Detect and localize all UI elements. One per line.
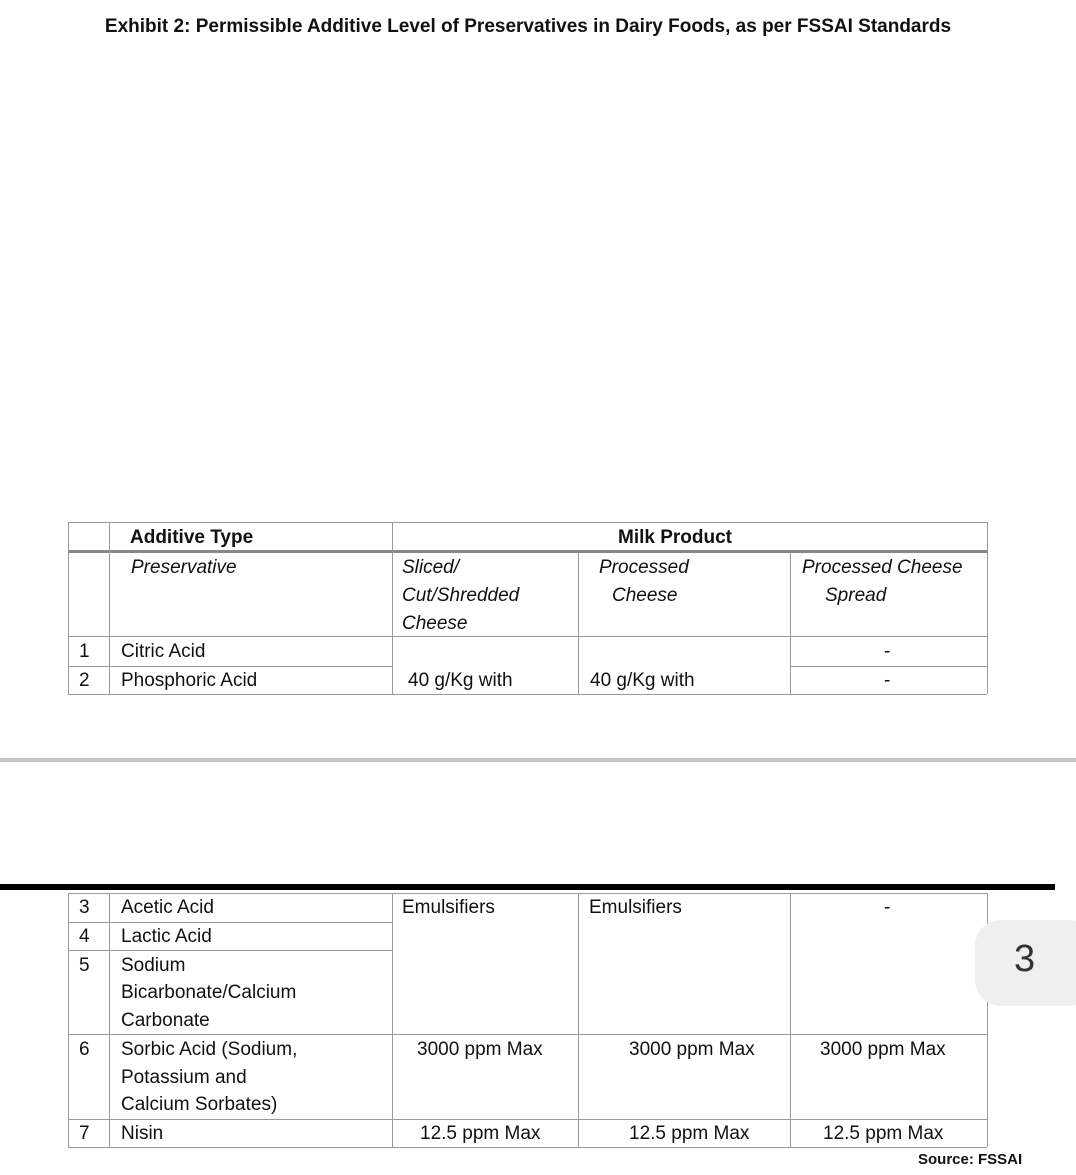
row-number: 5 [79, 955, 90, 976]
additive-name: Lactic Acid [121, 926, 212, 947]
value-cell: - [884, 670, 891, 691]
row-number: 1 [79, 641, 90, 662]
row-number: 7 [79, 1123, 90, 1144]
value-cell: 3000 ppm Max [629, 1039, 755, 1060]
header-col1-line2: Cut/Shredded [402, 585, 520, 606]
row-number: 6 [79, 1039, 90, 1060]
header-preservative: Preservative [131, 557, 237, 578]
additive-name: Carbonate [121, 1010, 210, 1031]
value-cell: 3000 ppm Max [417, 1039, 543, 1060]
value-cell: - [884, 897, 891, 918]
row-number: 4 [79, 926, 90, 947]
additive-name: Bicarbonate/Calcium [121, 982, 297, 1003]
exhibit-title: Exhibit 2: Permissible Additive Level of Preservatives in Dairy Foods, as per FSSAI Standards [104, 16, 952, 37]
header-col2-line2: Cheese [612, 585, 678, 606]
additive-name: Citric Acid [121, 641, 206, 662]
additive-name: Sodium [121, 955, 186, 976]
header-col2-line1: Processed [599, 557, 689, 578]
value-cell: 3000 ppm Max [820, 1039, 946, 1060]
value-cell: 12.5 ppm Max [629, 1123, 750, 1144]
additive-name: Acetic Acid [121, 897, 214, 918]
additive-name: Sorbic Acid (Sodium, [121, 1039, 298, 1060]
value-cell: 12.5 ppm Max [420, 1123, 541, 1144]
header-col3-line1: Processed Cheese [802, 557, 963, 578]
additive-name: Calcium Sorbates) [121, 1094, 278, 1115]
row-number: 3 [79, 897, 90, 918]
additive-name: Potassium and [121, 1067, 247, 1088]
header-col1-line1: Sliced/ [402, 557, 460, 578]
value-cell: 12.5 ppm Max [823, 1123, 944, 1144]
value-cell: Emulsifiers [402, 897, 495, 918]
row-number: 2 [79, 670, 90, 691]
value-cell: - [884, 641, 891, 662]
additive-name: Phosphoric Acid [121, 670, 258, 691]
page-divider [0, 758, 1076, 762]
value-cell: 40 g/Kg with [590, 670, 695, 691]
page-break-rule [0, 884, 1055, 890]
header-milk-product: Milk Product [618, 527, 733, 548]
header-col1-line3: Cheese [402, 613, 468, 634]
header-additive-type: Additive Type [130, 527, 254, 548]
page-number: 3 [1014, 938, 1036, 980]
value-cell: Emulsifiers [589, 897, 682, 918]
header-col3-line2: Spread [825, 585, 887, 606]
source-note: Source: FSSAI [918, 1151, 1023, 1168]
value-cell: 40 g/Kg with [408, 670, 513, 691]
additive-name: Nisin [121, 1123, 164, 1144]
